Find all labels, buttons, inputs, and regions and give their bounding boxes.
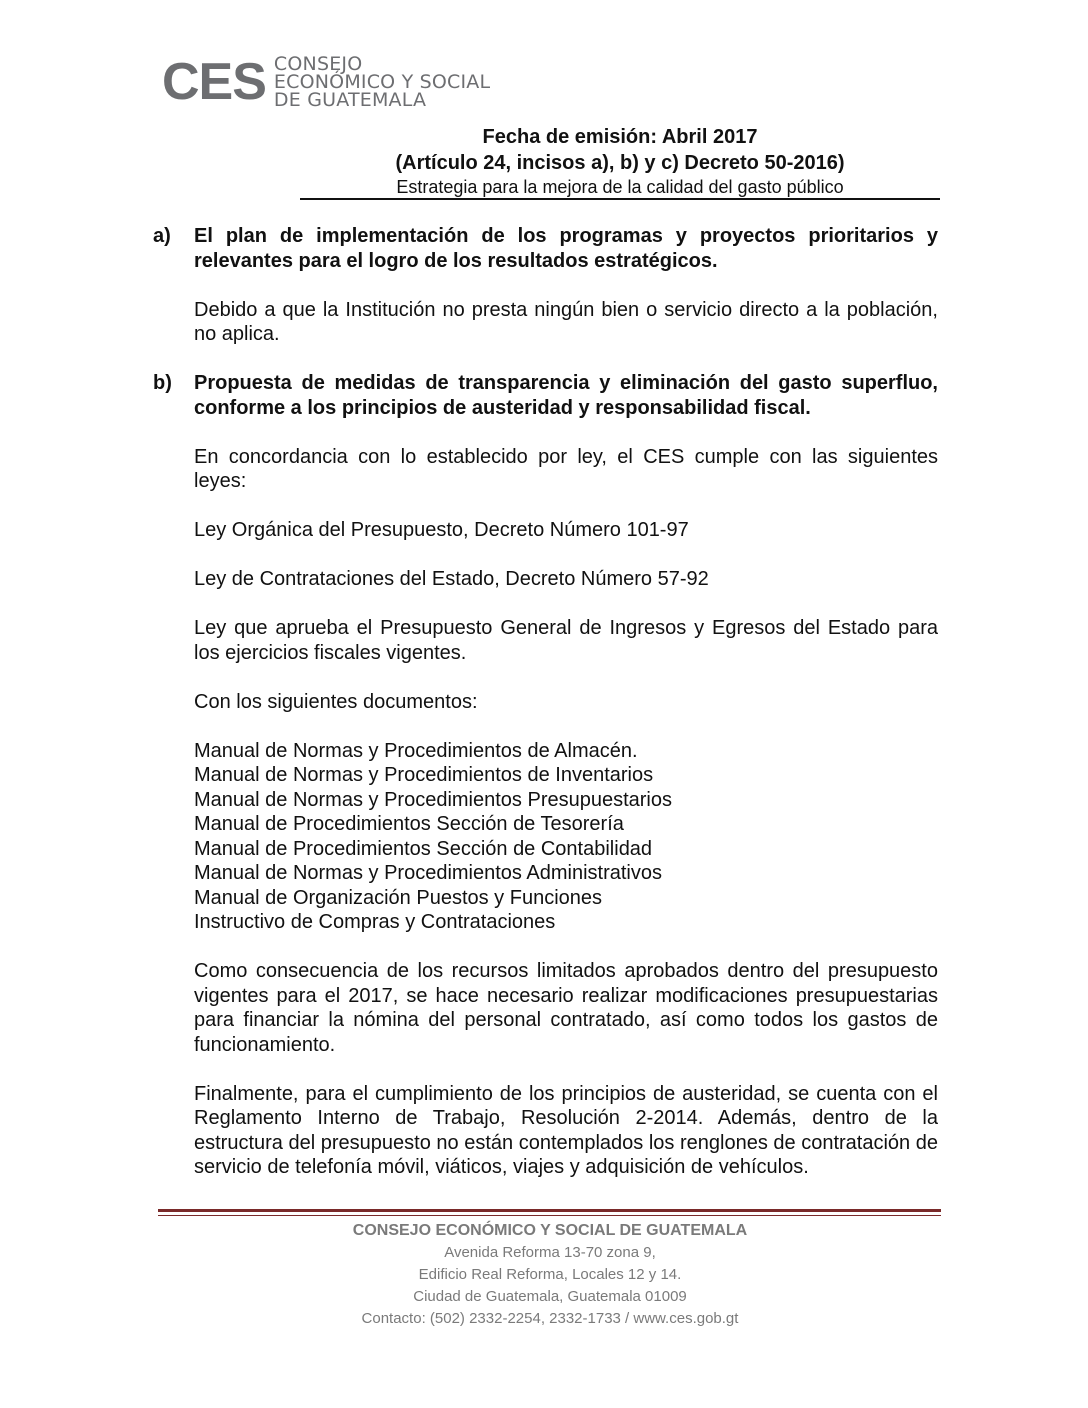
issue-date: Fecha de emisión: Abril 2017 bbox=[482, 126, 758, 148]
section-a-label: a) bbox=[153, 225, 171, 247]
document-item: Manual de Normas y Procedimientos de Almacén. bbox=[194, 739, 638, 762]
document-item: Manual de Organización Puestos y Funciones bbox=[194, 886, 603, 909]
footer-divider-thin bbox=[158, 1215, 941, 1216]
section-b-heading: Propuesta de medidas de transparencia y eliminación del gasto superfluo, conforme a los principios de austeridad y responsabilidad fiscal. bbox=[194, 372, 938, 419]
footer-address-3: Ciudad de Guatemala, Guatemala 01009 bbox=[413, 1288, 687, 1305]
section-a-paragraph: Debido a que la Institución no presta ningún bien o servicio directo a la población, no aplica. bbox=[194, 298, 938, 345]
document-item: Instructivo de Compras y Contrataciones bbox=[194, 911, 556, 933]
footer-org-name: CONSEJO ECONÓMICO Y SOCIAL DE GUATEMALA bbox=[352, 1222, 748, 1239]
logo-line-1: CONSEJO bbox=[273, 53, 363, 75]
page-footer bbox=[300, 1220, 800, 1330]
budget-paragraph: Como consecuencia de los recursos limitados aprobados dentro del presupuesto vigentes para el 2017, se hace necesario realizar modificaciones presupuestarias para financiar la nómina del personal contratado, así como todos los gastos de funcionamiento. bbox=[194, 960, 938, 1056]
logo-mark: CES bbox=[162, 53, 266, 111]
documents-list bbox=[194, 739, 938, 935]
document-subtitle: Estrategia para la mejora de la calidad del gasto público bbox=[396, 177, 844, 197]
document-header bbox=[300, 124, 940, 198]
law-item: Ley que aprueba el Presupuesto General de Ingresos y Egresos del Estado para los ejercicios fiscales vigentes. bbox=[194, 617, 938, 664]
section-b bbox=[153, 371, 938, 1180]
document-body bbox=[153, 224, 938, 1180]
header-divider bbox=[300, 198, 940, 200]
logo-line-2: ECONÓMICO Y SOCIAL bbox=[273, 71, 491, 93]
footer-address-1: Avenida Reforma 13-70 zona 9, bbox=[444, 1244, 656, 1261]
footer-divider bbox=[158, 1209, 941, 1212]
document-item: Manual de Normas y Procedimientos de Inventarios bbox=[194, 764, 654, 786]
legal-reference: (Artículo 24, incisos a), b) y c) Decreto 50-2016) bbox=[395, 152, 845, 174]
document-item: Manual de Procedimientos Sección de Tesorería bbox=[194, 813, 624, 835]
document-item: Manual de Normas y Procedimientos Presupuestarios bbox=[194, 788, 672, 811]
documents-intro: Con los siguientes documentos: bbox=[194, 690, 478, 713]
ces-logo bbox=[162, 53, 491, 111]
laws-intro: En concordancia con lo establecido por ley, el CES cumple con las siguientes leyes: bbox=[194, 445, 938, 492]
section-b-label: b) bbox=[153, 372, 172, 394]
logo-text bbox=[274, 55, 490, 109]
footer-address-2: Edificio Real Reforma, Locales 12 y 14. bbox=[418, 1266, 682, 1283]
austerity-paragraph: Finalmente, para el cumplimiento de los principios de austeridad, se cuenta con el Reglamento Interno de Trabajo, Resolución 2-2014. Además, dentro de la estructura del presupuesto no están contemplados los renglones de contratación de servicio de telefonía móvil, viáticos, viajes y adquisición de vehículos. bbox=[194, 1082, 938, 1178]
law-item: Ley Orgánica del Presupuesto, Decreto Número 101-97 bbox=[194, 519, 689, 541]
section-a bbox=[153, 224, 938, 347]
document-item: Manual de Procedimientos Sección de Contabilidad bbox=[194, 837, 653, 860]
footer-contact: Contacto: (502) 2332-2254, 2332-1733 / www.ces.gob.gt bbox=[361, 1310, 739, 1327]
document-item: Manual de Normas y Procedimientos Administrativos bbox=[194, 862, 662, 884]
law-item: Ley de Contrataciones del Estado, Decreto Número 57-92 bbox=[194, 568, 709, 590]
section-a-heading: El plan de implementación de los programas y proyectos prioritarios y relevantes para el logro de los resultados estratégicos. bbox=[194, 225, 938, 272]
logo-line-3: DE GUATEMALA bbox=[273, 89, 427, 111]
